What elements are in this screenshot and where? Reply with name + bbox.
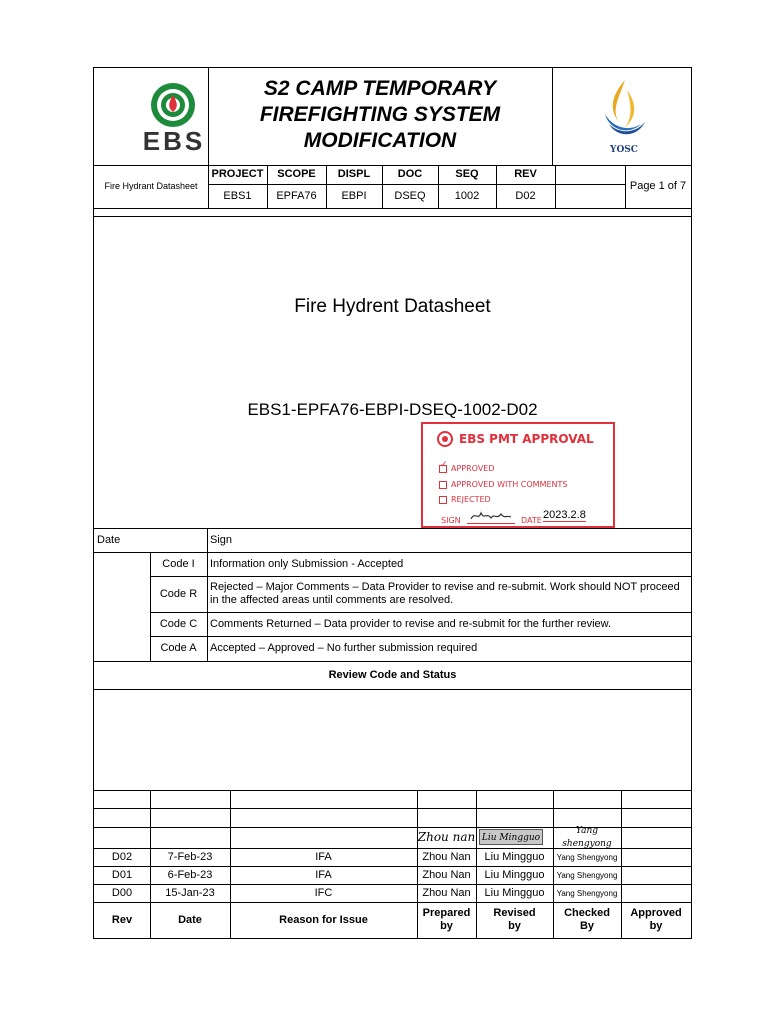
- stamp-option-rejected: [439, 495, 491, 504]
- header-val-project: EBS1: [223, 189, 252, 202]
- revised-header: Revised by: [493, 907, 536, 932]
- page-number: Page 1 of 7: [629, 180, 687, 192]
- header-col-doc: DOC: [397, 168, 423, 180]
- revised-cell: Liu Mingguo: [484, 868, 545, 881]
- stamp-option-approved-label: APPROVED: [451, 464, 495, 473]
- review-sign-label: Sign: [210, 533, 233, 546]
- prepared-cell: Zhou Nan: [422, 868, 471, 881]
- ebs-stamp-logo-icon: [437, 431, 453, 447]
- title-line-3: MODIFICATION: [303, 129, 457, 152]
- handwritten-signature-icon: [469, 509, 513, 523]
- rev-header: Rev: [111, 913, 133, 926]
- checked-cell: Yang Shengyong: [556, 888, 618, 898]
- approval-stamp: [421, 422, 615, 528]
- stamp-date-value: 2023.2.8: [543, 509, 586, 521]
- signature-revised: [479, 829, 543, 845]
- header-val-rev: D02: [515, 189, 536, 202]
- review-date-label: Date: [97, 533, 121, 546]
- review-code-i-text: Information only Submission - Accepted: [210, 557, 404, 570]
- ebs-logo-text: EBS: [142, 126, 206, 156]
- stamp-option-approved: [439, 459, 495, 473]
- header-col-scope: SCOPE: [277, 168, 316, 180]
- document-main-title: [208, 76, 552, 154]
- stamp-date-label: DATE: [521, 516, 542, 525]
- date-cell: 7-Feb-23: [167, 850, 213, 863]
- document-label: Fire Hydrant Datasheet: [104, 181, 198, 191]
- stamp-signature-line: [467, 523, 515, 524]
- checkbox-icon: [439, 496, 447, 504]
- checked-header: Checked By: [564, 907, 610, 932]
- signature-checked: Yang shengyong: [562, 825, 612, 849]
- document-number: EBS1-EPFA76-EBPI-DSEQ-1002-D02: [247, 400, 538, 419]
- signature-prepared: Zhou nan: [417, 830, 476, 844]
- title-line-1: S2 CAMP TEMPORARY: [263, 77, 497, 100]
- document-title: Fire Hydrent Datasheet: [294, 296, 491, 317]
- reason-cell: IFA: [315, 868, 332, 881]
- approved-header: Approved by: [630, 907, 682, 932]
- date-cell: 6-Feb-23: [167, 868, 213, 881]
- review-code-c: Code C: [159, 617, 198, 630]
- review-code-a-text: Accepted – Approved – No further submission required: [210, 642, 478, 654]
- checkbox-checked-icon: ✓: [439, 465, 447, 473]
- reason-cell: IFC: [314, 886, 333, 899]
- prepared-header: Prepared by: [422, 907, 471, 932]
- title-line-2: FIREFIGHTING SYSTEM: [259, 103, 501, 126]
- header-val-scope: EPFA76: [276, 189, 317, 202]
- header-val-displ: EBPI: [341, 189, 367, 202]
- checkbox-icon: [439, 481, 447, 489]
- stamp-option-approved-with-comments: [439, 480, 567, 489]
- review-code-i: Code I: [162, 557, 195, 570]
- review-footer: Review Code and Status: [328, 668, 457, 681]
- rev-cell: D00: [111, 886, 133, 899]
- reason-cell: IFA: [315, 850, 332, 863]
- revised-cell: Liu Mingguo: [484, 886, 545, 899]
- date-cell: 15-Jan-23: [165, 886, 215, 899]
- header-col-seq: SEQ: [455, 168, 479, 180]
- yosc-logo-text: YOSC: [610, 145, 638, 155]
- review-code-c-text: Comments Returned – Data provider to revise and re-submit for the further review.: [210, 617, 612, 630]
- stamp-option-approved-with-comments-label: APPROVED WITH COMMENTS: [451, 480, 568, 489]
- signature-revised-text: Liu Mingguo: [479, 829, 543, 845]
- prepared-cell: Zhou Nan: [422, 886, 471, 899]
- review-code-r-text: Rejected – Major Comments – Data Provider to revise and re-submit. Work should NOT proceed in the affected areas until comments are resolved.: [210, 581, 680, 606]
- checked-cell: Yang Shengyong: [556, 852, 618, 862]
- yosc-flame-icon: [589, 76, 659, 146]
- review-code-a: Code A: [160, 642, 197, 654]
- prepared-cell: Zhou Nan: [422, 850, 471, 863]
- header-col-rev: REV: [514, 168, 537, 180]
- stamp-option-rejected-label: REJECTED: [451, 495, 491, 504]
- header-val-doc: DSEQ: [394, 189, 426, 202]
- header-val-seq: 1002: [454, 189, 480, 202]
- header-col-project: PROJECT: [211, 168, 264, 180]
- header-col-displ: DISPL: [337, 168, 371, 180]
- rev-cell: D01: [111, 868, 133, 881]
- stamp-sign-label: SIGN: [441, 516, 461, 525]
- rev-cell: D02: [111, 850, 133, 863]
- revised-cell: Liu Mingguo: [484, 850, 545, 863]
- reason-header: Reason for Issue: [279, 913, 368, 926]
- checked-cell: Yang Shengyong: [556, 870, 618, 880]
- review-code-r: Code R: [159, 587, 198, 600]
- yosc-logo: [589, 76, 659, 156]
- stamp-title: EBS PMT APPROVAL: [459, 432, 594, 446]
- date-header: Date: [178, 913, 202, 926]
- stamp-signature-mark: [469, 508, 513, 522]
